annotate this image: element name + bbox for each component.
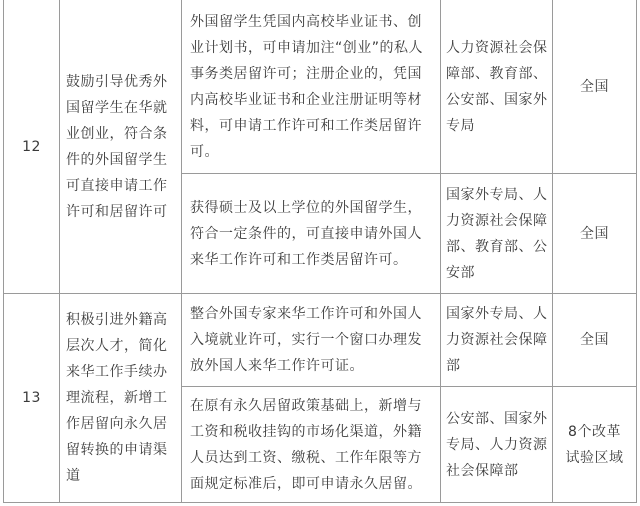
- departments-cell: [446, 0, 550, 173]
- scope-cell: [553, 294, 636, 386]
- measure-text: 鼓励引导优秀外国留学生在华就业创业，符合条件的外国留学生可直接申请工作许可和居留许可: [66, 73, 168, 220]
- content-text: 获得硕士及以上学位的外国留学生，符合一定条件的，可直接申请外国人来华工作许可和工作类居留许可。: [190, 199, 422, 268]
- scope-text: 全国: [580, 225, 609, 242]
- departments-text: 国家外专局、人力资源社会保障部、教育部、公安部: [446, 186, 548, 281]
- departments-text: 国家外专局、人力资源社会保障部: [446, 306, 548, 374]
- departments-text: 人力资源社会保障部、教育部、公安部、国家外专局: [446, 39, 548, 134]
- scope-text: 8个改革试验区域: [565, 423, 624, 466]
- scope-cell: [553, 174, 636, 293]
- measure-cell: [66, 0, 178, 293]
- scope-text: 全国: [580, 332, 609, 348]
- content-text: 整合外国专家来华工作许可和外国人入境就业许可，实行一个窗口办理发放外国人来华工作许可证。: [190, 306, 422, 374]
- departments-cell: [446, 174, 550, 293]
- row-number: 12: [22, 138, 41, 155]
- content-cell: [190, 0, 436, 173]
- scope-cell: [553, 0, 636, 173]
- measure-text: 积极引进外籍高层次人才，简化来华工作手续办理流程，新增工作居留向永久居留转换的申请渠道: [66, 312, 168, 484]
- row-number: 13: [22, 390, 41, 406]
- content-cell: [190, 174, 436, 293]
- content-text: 外国留学生凭国内高校毕业证书、创业计划书，可申请加注“创业”的私人事务类居留许可；注册企业的，凭国内高校毕业证书和企业注册证明等材料，可申请工作许可和工作类居留许可。: [190, 13, 424, 160]
- departments-text: 公安部、国家外专局、人力资源社会保障部: [446, 410, 548, 479]
- row-number-cell: [4, 0, 59, 293]
- content-text: 在原有永久居留政策基础上，新增与工资和税收挂钩的市场化渠道，外籍人员达到工资、缴税、工作年限等方面规定标准后，即可申请永久居留。: [190, 397, 422, 492]
- measure-cell: [66, 294, 178, 502]
- row-number-cell: [4, 294, 59, 502]
- scope-cell: [553, 387, 636, 502]
- content-cell: [190, 387, 436, 502]
- scope-text: 全国: [580, 78, 609, 95]
- content-cell: [190, 294, 436, 386]
- departments-cell: [446, 294, 550, 386]
- departments-cell: [446, 387, 550, 502]
